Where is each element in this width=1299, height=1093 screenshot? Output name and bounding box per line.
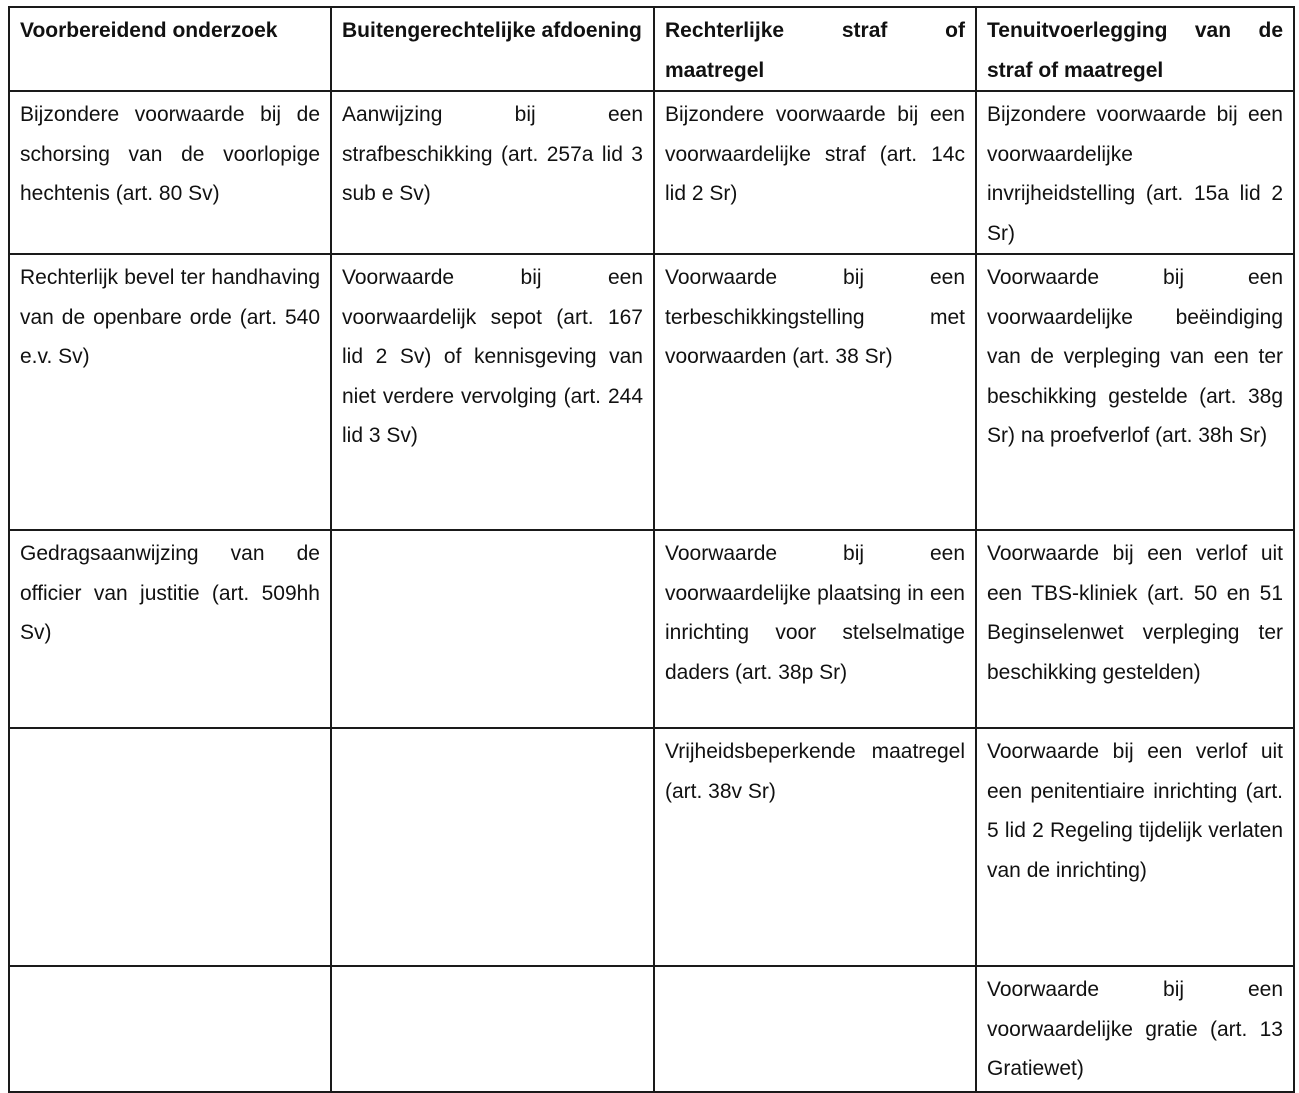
table-cell: Bijzondere voorwaarde bij de schorsing van de voorlopige hechtenis (art. 80 Sv) <box>9 91 331 254</box>
table-cell: Voorwaarde bij een voorwaardelijke gratie (art. 13 Gratiewet) <box>976 966 1294 1092</box>
table-cell: Gedragsaanwijzing van de officier van justitie (art. 509hh Sv) <box>9 530 331 728</box>
table-cell: Aanwijzing bij een strafbeschikking (art. 257a lid 3 sub e Sv) <box>331 91 654 254</box>
column-header-rechterlijke-straf: Rechterlijke straf of maatregel <box>654 7 976 91</box>
table-cell-empty <box>331 728 654 966</box>
table-cell: Rechterlijk bevel ter handhaving van de openbare orde (art. 540 e.v. Sv) <box>9 254 331 530</box>
table-cell: Voorwaarde bij een verlof uit een penitentiaire inrichting (art. 5 lid 2 Regeling tijdelijk verlaten van de inrichting) <box>976 728 1294 966</box>
table-cell: Voorwaarde bij een terbeschikkingstelling met voorwaarden (art. 38 Sr) <box>654 254 976 530</box>
table-row <box>9 728 1294 966</box>
table-cell-empty <box>9 966 331 1092</box>
table-cell-empty <box>331 530 654 728</box>
table-cell-empty <box>654 966 976 1092</box>
table-cell: Voorwaarde bij een voorwaardelijke beëindiging van de verpleging van een ter beschikking gestelde (art. 38g Sr) na proefverlof (art. 38h Sr) <box>976 254 1294 530</box>
table-cell: Voorwaarde bij een verlof uit een TBS-kliniek (art. 50 en 51 Beginselenwet verpleging ter beschikking gestelden) <box>976 530 1294 728</box>
table-header-row <box>9 7 1294 91</box>
table-row <box>9 254 1294 530</box>
document-page <box>8 6 1293 1093</box>
column-header-voorbereidend-onderzoek: Voorbereidend onderzoek <box>9 7 331 91</box>
table-cell: Voorwaarde bij een voorwaardelijk sepot (art. 167 lid 2 Sv) of kennisgeving van niet verdere vervolging (art. 244 lid 3 Sv) <box>331 254 654 530</box>
table-cell-empty <box>331 966 654 1092</box>
table-cell-empty <box>9 728 331 966</box>
table-cell: Bijzondere voorwaarde bij een voorwaardelijke invrijheidstelling (art. 15a lid 2 Sr) <box>976 91 1294 254</box>
column-header-buitengerechtelijke-afdoening: Buitengerechtelijke afdoening <box>331 7 654 91</box>
table-row <box>9 530 1294 728</box>
table-cell: Voorwaarde bij een voorwaardelijke plaatsing in een inrichting voor stelselmatige daders (art. 38p Sr) <box>654 530 976 728</box>
column-header-tenuitvoerlegging: Tenuitvoerlegging van de straf of maatregel <box>976 7 1294 91</box>
conditions-table <box>8 6 1295 1093</box>
table-cell: Bijzondere voorwaarde bij een voorwaardelijke straf (art. 14c lid 2 Sr) <box>654 91 976 254</box>
table-row <box>9 966 1294 1092</box>
table-row <box>9 91 1294 254</box>
table-cell: Vrijheidsbeperkende maatregel (art. 38v Sr) <box>654 728 976 966</box>
